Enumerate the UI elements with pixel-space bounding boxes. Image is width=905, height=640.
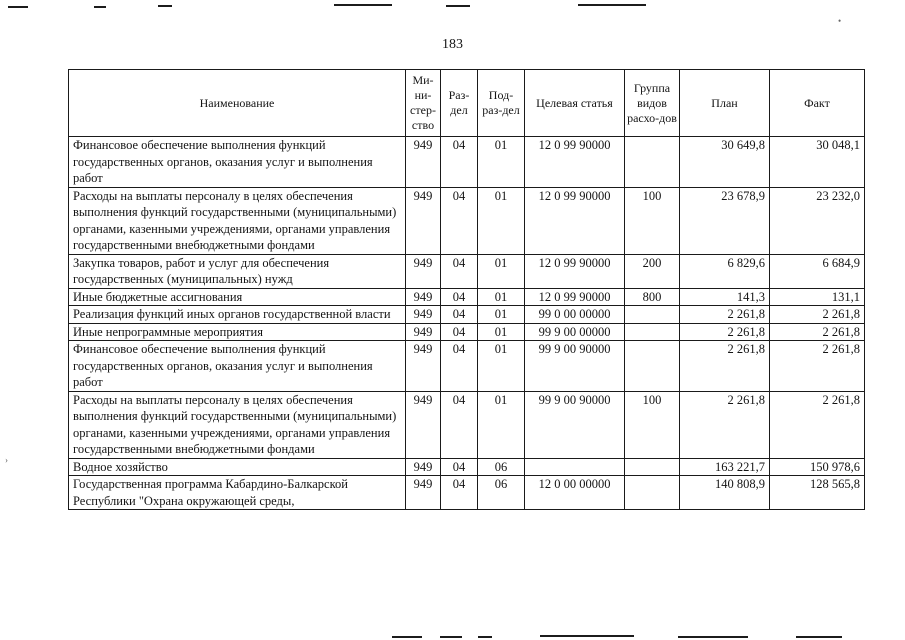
cell-plan: 2 261,8 bbox=[680, 391, 770, 458]
cell-plan: 141,3 bbox=[680, 288, 770, 306]
scan-artifact bbox=[94, 6, 106, 8]
cell-expense-group bbox=[625, 323, 680, 341]
cell-expense-group bbox=[625, 341, 680, 392]
cell-section: 04 bbox=[441, 306, 478, 324]
cell-target-article: 99 9 00 00000 bbox=[525, 323, 625, 341]
cell-plan: 2 261,8 bbox=[680, 306, 770, 324]
cell-section: 04 bbox=[441, 187, 478, 254]
cell-name: Водное хозяйство bbox=[69, 458, 406, 476]
cell-target-article: 12 0 99 90000 bbox=[525, 137, 625, 188]
cell-name: Закупка товаров, работ и услуг для обеспечения государственных (муниципальных) нужд bbox=[69, 254, 406, 288]
table-row bbox=[69, 137, 865, 188]
cell-ministry: 949 bbox=[406, 341, 441, 392]
cell-plan: 6 829,6 bbox=[680, 254, 770, 288]
cell-fact: 6 684,9 bbox=[770, 254, 865, 288]
header-ministry: Ми-ни-стер-ство bbox=[406, 70, 441, 137]
cell-section: 04 bbox=[441, 341, 478, 392]
cell-expense-group bbox=[625, 306, 680, 324]
scan-speck: • bbox=[838, 16, 842, 26]
cell-fact: 2 261,8 bbox=[770, 306, 865, 324]
cell-section: 04 bbox=[441, 476, 478, 510]
cell-fact: 150 978,6 bbox=[770, 458, 865, 476]
scan-artifact bbox=[8, 6, 28, 8]
cell-target-article: 12 0 99 90000 bbox=[525, 288, 625, 306]
cell-name: Финансовое обеспечение выполнения функций государственных органов, оказания услуг и выполнения работ bbox=[69, 137, 406, 188]
cell-subsection: 06 bbox=[478, 458, 525, 476]
header-expense-group: Группа видов расхо-дов bbox=[625, 70, 680, 137]
cell-expense-group: 100 bbox=[625, 187, 680, 254]
cell-subsection: 01 bbox=[478, 137, 525, 188]
header-name: Наименование bbox=[69, 70, 406, 137]
header-subsection: Под-раз-дел bbox=[478, 70, 525, 137]
scan-artifact bbox=[446, 5, 470, 7]
cell-ministry: 949 bbox=[406, 458, 441, 476]
cell-subsection: 01 bbox=[478, 391, 525, 458]
header-fact: Факт bbox=[770, 70, 865, 137]
header-target-article: Целевая статья bbox=[525, 70, 625, 137]
cell-plan: 23 678,9 bbox=[680, 187, 770, 254]
cell-section: 04 bbox=[441, 323, 478, 341]
cell-subsection: 01 bbox=[478, 254, 525, 288]
table-row bbox=[69, 323, 865, 341]
cell-ministry: 949 bbox=[406, 187, 441, 254]
cell-section: 04 bbox=[441, 391, 478, 458]
scan-artifact bbox=[678, 636, 748, 638]
cell-ministry: 949 bbox=[406, 323, 441, 341]
cell-name: Расходы на выплаты персоналу в целях обеспечения выполнения функций государственными (муниципальными) органами, казенными учреждениями, органами управления государственными внебюджетными фондами bbox=[69, 391, 406, 458]
cell-name: Государственная программа Кабардино-Балкарской Республики "Охрана окружающей среды, bbox=[69, 476, 406, 510]
table-row bbox=[69, 458, 865, 476]
table-row bbox=[69, 306, 865, 324]
cell-target-article: 99 9 00 90000 bbox=[525, 391, 625, 458]
cell-subsection: 06 bbox=[478, 476, 525, 510]
cell-fact: 2 261,8 bbox=[770, 391, 865, 458]
cell-section: 04 bbox=[441, 254, 478, 288]
cell-subsection: 01 bbox=[478, 288, 525, 306]
table-row bbox=[69, 288, 865, 306]
scan-artifact bbox=[158, 5, 172, 7]
table-row bbox=[69, 254, 865, 288]
table-row bbox=[69, 476, 865, 510]
cell-fact: 2 261,8 bbox=[770, 341, 865, 392]
scan-speck: › bbox=[5, 455, 8, 465]
cell-fact: 128 565,8 bbox=[770, 476, 865, 510]
cell-expense-group: 100 bbox=[625, 391, 680, 458]
cell-plan: 140 808,9 bbox=[680, 476, 770, 510]
scan-artifact bbox=[578, 4, 646, 6]
cell-ministry: 949 bbox=[406, 391, 441, 458]
scan-artifact bbox=[440, 636, 462, 638]
cell-plan: 2 261,8 bbox=[680, 341, 770, 392]
scan-artifact bbox=[392, 636, 422, 638]
cell-ministry: 949 bbox=[406, 254, 441, 288]
cell-target-article: 12 0 99 90000 bbox=[525, 187, 625, 254]
table-row bbox=[69, 391, 865, 458]
cell-plan: 163 221,7 bbox=[680, 458, 770, 476]
page-number: 183 bbox=[442, 37, 463, 52]
budget-table bbox=[68, 69, 865, 510]
cell-expense-group: 800 bbox=[625, 288, 680, 306]
header-section: Раз-дел bbox=[441, 70, 478, 137]
table-body bbox=[69, 137, 865, 510]
cell-target-article: 12 0 00 00000 bbox=[525, 476, 625, 510]
cell-target-article: 99 0 00 00000 bbox=[525, 306, 625, 324]
header-plan: План bbox=[680, 70, 770, 137]
cell-fact: 30 048,1 bbox=[770, 137, 865, 188]
table-row bbox=[69, 341, 865, 392]
cell-section: 04 bbox=[441, 458, 478, 476]
cell-fact: 131,1 bbox=[770, 288, 865, 306]
scan-artifact bbox=[540, 635, 634, 637]
cell-expense-group bbox=[625, 458, 680, 476]
cell-subsection: 01 bbox=[478, 306, 525, 324]
table-header-row bbox=[69, 70, 865, 137]
cell-plan: 2 261,8 bbox=[680, 323, 770, 341]
cell-subsection: 01 bbox=[478, 341, 525, 392]
table-row bbox=[69, 187, 865, 254]
cell-ministry: 949 bbox=[406, 288, 441, 306]
scan-artifact bbox=[796, 636, 842, 638]
scan-artifact bbox=[478, 636, 492, 638]
cell-target-article bbox=[525, 458, 625, 476]
cell-name: Иные бюджетные ассигнования bbox=[69, 288, 406, 306]
cell-expense-group bbox=[625, 137, 680, 188]
cell-name: Реализация функций иных органов государственной власти bbox=[69, 306, 406, 324]
cell-ministry: 949 bbox=[406, 137, 441, 188]
cell-ministry: 949 bbox=[406, 476, 441, 510]
cell-name: Расходы на выплаты персоналу в целях обеспечения выполнения функций государственными (муниципальными) органами, казенными учреждениями, органами управления государственными внебюджетными фондами bbox=[69, 187, 406, 254]
cell-expense-group: 200 bbox=[625, 254, 680, 288]
cell-section: 04 bbox=[441, 137, 478, 188]
cell-target-article: 99 9 00 90000 bbox=[525, 341, 625, 392]
scan-artifact bbox=[334, 4, 392, 6]
cell-section: 04 bbox=[441, 288, 478, 306]
cell-fact: 2 261,8 bbox=[770, 323, 865, 341]
cell-name: Иные непрограммные мероприятия bbox=[69, 323, 406, 341]
cell-name: Финансовое обеспечение выполнения функций государственных органов, оказания услуг и выполнения работ bbox=[69, 341, 406, 392]
cell-subsection: 01 bbox=[478, 187, 525, 254]
cell-subsection: 01 bbox=[478, 323, 525, 341]
cell-fact: 23 232,0 bbox=[770, 187, 865, 254]
cell-expense-group bbox=[625, 476, 680, 510]
cell-plan: 30 649,8 bbox=[680, 137, 770, 188]
cell-ministry: 949 bbox=[406, 306, 441, 324]
cell-target-article: 12 0 99 90000 bbox=[525, 254, 625, 288]
